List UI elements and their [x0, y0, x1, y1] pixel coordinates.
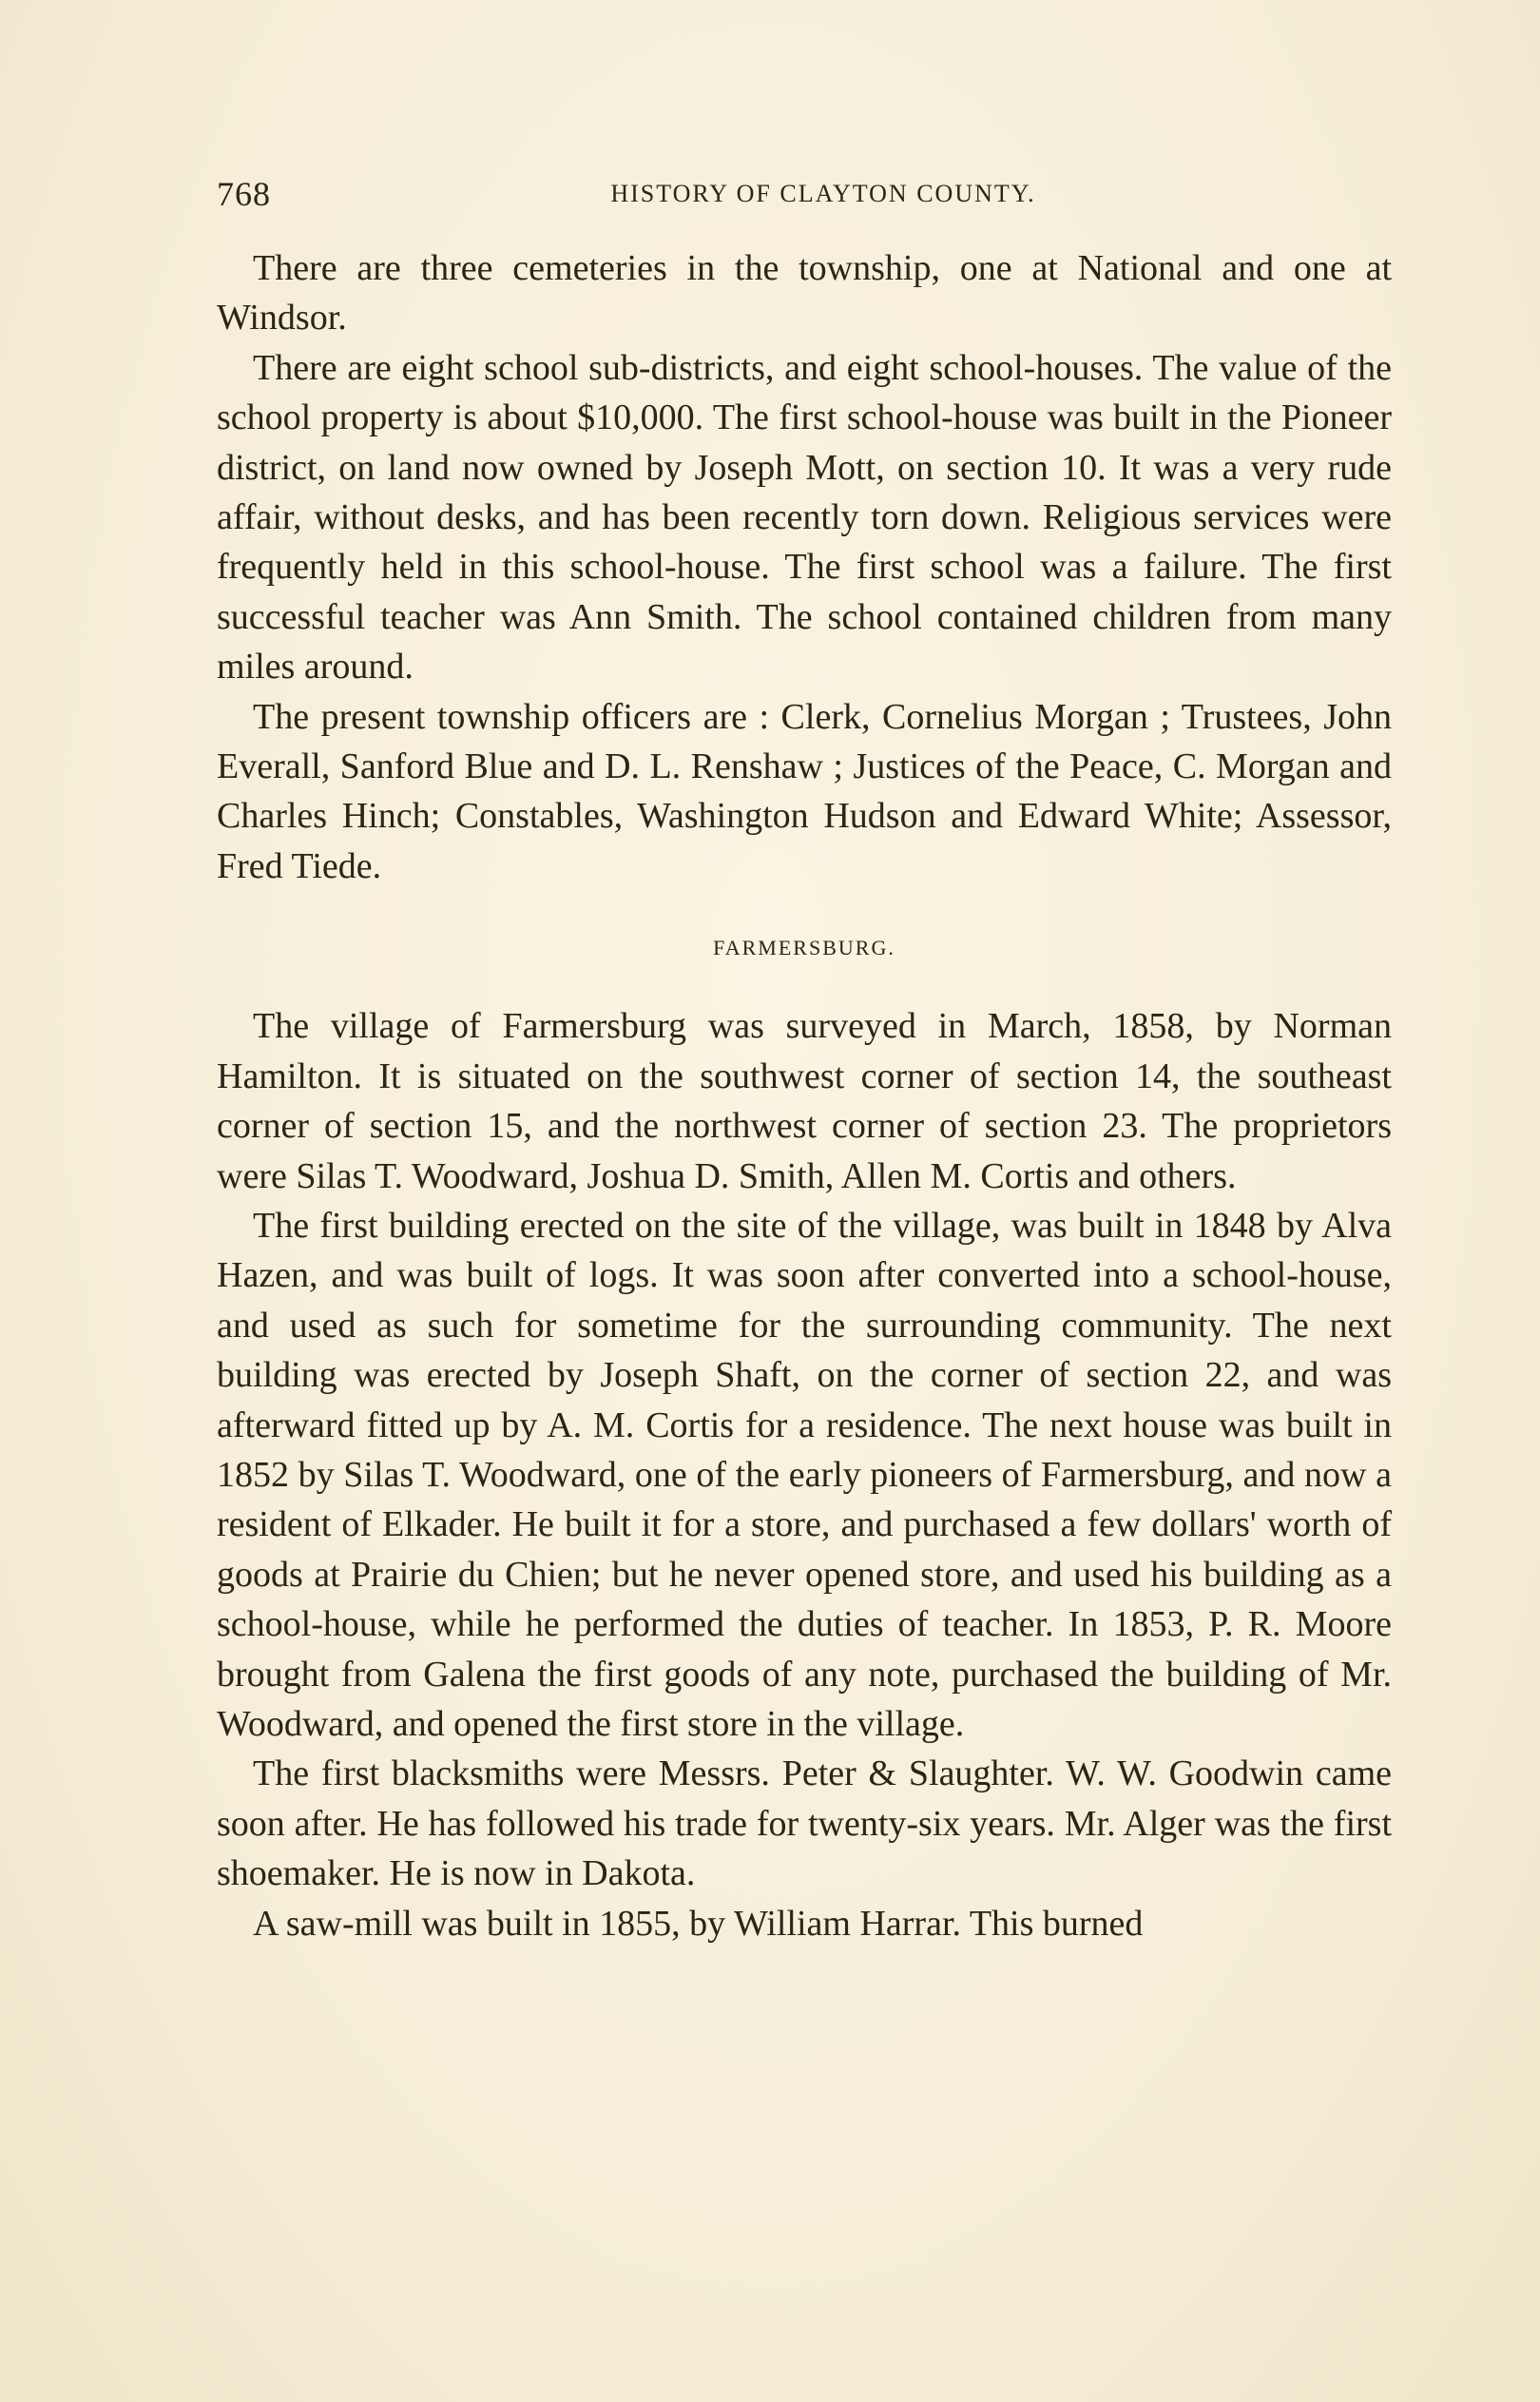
page-body [217, 243, 1392, 1948]
paragraph-schools: There are eight school sub-districts, and eight school-houses. The value of the school property is about $10,000. The first school-house was built in the Pioneer district, on land now owned by Joseph Mott, on section 10. It was a very rude affair, without desks, and has been recently torn down. Religious services were frequently held in this school-house. The first school was a failure. The first successful teacher was Ann Smith. The school contained children from many miles around. [217, 347, 1392, 688]
running-title: HISTORY OF CLAYTON COUNTY. [610, 180, 1036, 207]
paragraph-blacksmiths: The first blacksmiths were Messrs. Peter & Slaughter. W. W. Goodwin came soon after. He has followed his trade for twenty-six years. Mr. Alger was the first shoemaker. He is now in Dakota. [217, 1753, 1392, 1894]
paragraph-village-survey: The village of Farmersburg was surveyed in March, 1858, by Norman Hamilton. It is situated on the southwest corner of section 14, the southeast corner of section 15, and the northwest corner of section 23. The proprietors were Silas T. Woodward, Joshua D. Smith, Allen M. Cortis and others. [217, 1006, 1392, 1196]
paragraph-first-building: The first building erected on the site of the village, was built in 1848 by Alva Hazen, and was built of logs. It was soon after converted into a school-house, and used as such for sometime for the surrounding community. The next building was erected by Joseph Shaft, on the corner of section 22, and was afterward fitted up by A. M. Cortis for a residence. The next house was built in 1852 by Silas T. Woodward, one of the early pioneers of Farmersburg, and now a resident of Elkader. He built it for a store, and purchased a few dollars' worth of goods at Prairie du Chien; but he never opened store, and used his building as a school-house, while he performed the duties of teacher. In 1853, P. R. Moore brought from Galena the first goods of any note, purchased the building of Mr. Woodward, and opened the first store in the village. [217, 1205, 1392, 1744]
page-number: 768 [217, 175, 271, 213]
paragraph-cemeteries: There are three cemeteries in the township, one at National and one at Windsor. [217, 248, 1392, 339]
section-heading: FARMERSBURG. [713, 936, 895, 960]
paragraph-township-officers: The present township officers are : Clerk, Cornelius Morgan ; Trustees, John Everall, Sanford Blue and D. L. Renshaw ; Justices of the Peace, C. Morgan and Charles Hinch; Constables, Washington Hudson and Edward White; Assessor, Fred Tiede. [217, 696, 1392, 886]
paragraph-saw-mill: A saw-mill was built in 1855, by William Harrar. This burned [253, 1903, 1144, 1944]
page-header [217, 175, 1392, 213]
